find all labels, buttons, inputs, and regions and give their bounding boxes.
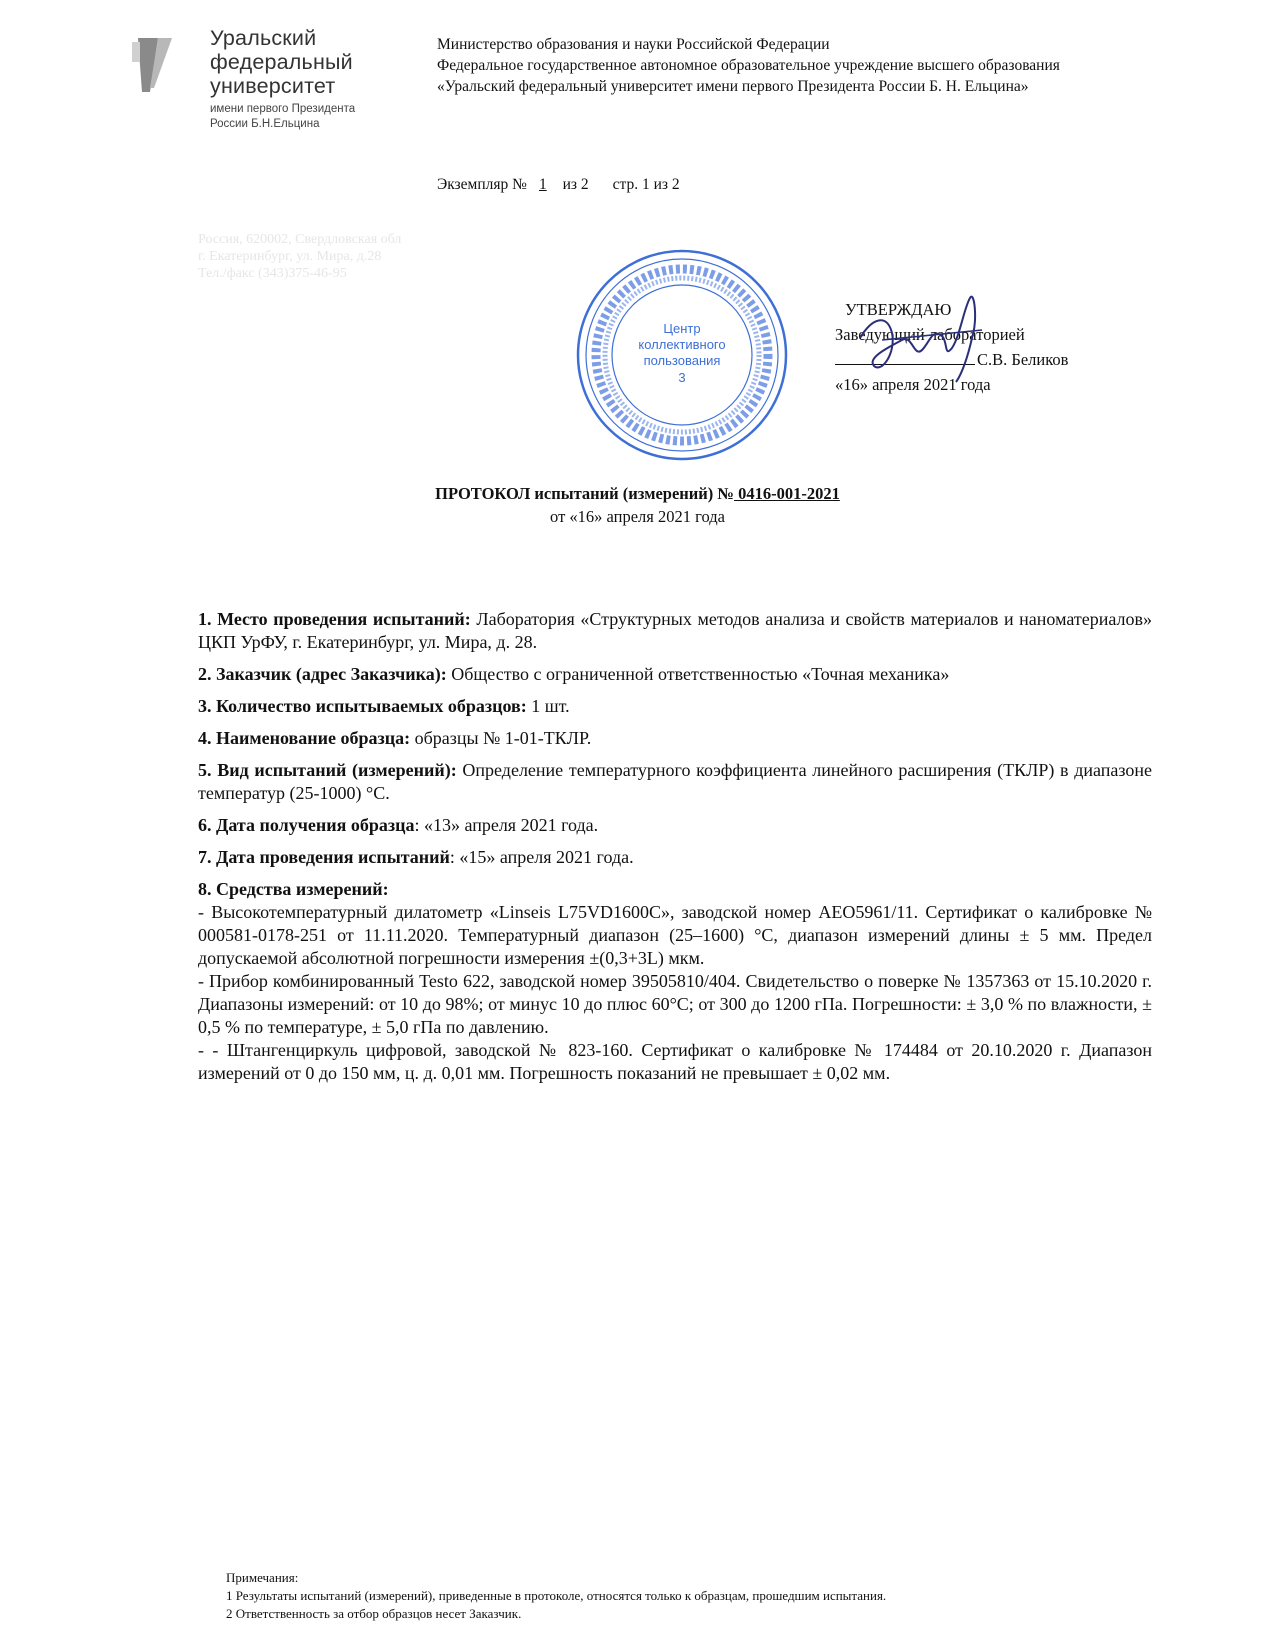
section-8-item-1: - Высокотемпературный дилатометр «Linseis L75VD1600C», заводской номер AEO5961/11. Сертификат о калибровке № 000581-0178-251 от 11.11.2020. Температурный диапазон (25–1600) °С, диапазон измерений длины ± 5 мм. Предел допускаемой абсолютной погрешности измерения ±(0,3+3L) мкм. (198, 902, 1152, 968)
section-2 (198, 663, 1152, 686)
section-8-label (198, 878, 1152, 901)
section-1-text: Лаборатория «Структурных методов анализа и свойств материалов и наноматериалов» ЦКП УрФУ, г. Екатеринбург, ул. Мира, д. 28. (198, 609, 1152, 652)
ministry-name: Министерство образования и науки Российской Федерации (437, 36, 830, 53)
logo-line-1: Уральский (210, 26, 317, 50)
faint-address-3: Тел./факс (343)375-46-95 (198, 266, 347, 281)
organization-header (437, 34, 1137, 97)
copy-of-total: из 2 (562, 176, 589, 193)
handwritten-signature-icon (852, 278, 992, 398)
note-1: 1 Результаты испытаний (измерений), приведенные в протоколе, относятся только к образцам, прошедшим испытания. (226, 1588, 887, 1603)
logo-sub-1: имени первого Президента (210, 103, 356, 115)
section-7-text: : «15» апреля 2021 года. (449, 847, 634, 867)
notes-block (226, 1569, 886, 1623)
section-1 (198, 608, 1152, 654)
section-8-label-text: 8. Средства измерений: (198, 879, 389, 899)
section-4-label: 4. Наименование образца: (198, 728, 411, 748)
section-3-text: 1 шт. (526, 696, 570, 716)
official-stamp-icon (572, 245, 792, 465)
protocol-title (0, 482, 1275, 505)
section-6-label: 6. Дата получения образца (198, 815, 415, 835)
stamp-center-2: коллективного (638, 337, 726, 352)
section-5 (198, 759, 1152, 805)
copy-prefix: Экземпляр № (437, 176, 527, 193)
section-2-text: Общество с ограниченной ответственностью «Точная механика» (446, 664, 950, 684)
copy-number: 1 (538, 176, 547, 193)
section-7 (198, 846, 1152, 869)
page-info: стр. 1 из 2 (612, 176, 680, 193)
approval-label: УТВЕРЖДАЮ (845, 300, 952, 319)
logo-line-2: федеральный (210, 50, 353, 74)
approval-position: Заведующий лабораторией (835, 325, 1025, 344)
logo-line-3: университет (210, 74, 336, 98)
approval-date: «16» апреля 2021 года (835, 375, 991, 394)
faint-address-2: г. Екатеринбург, ул. Мира, д.28 (198, 249, 382, 264)
protocol-title-prefix: ПРОТОКОЛ испытаний (измерений) № (435, 484, 734, 503)
protocol-title-block (0, 482, 1275, 528)
section-1-label: 1. Место проведения испытаний: (198, 609, 471, 629)
section-7-label: 7. Дата проведения испытаний (198, 847, 450, 867)
section-5-text: Определение температурного коэффициента линейного расширения (ТКЛР) в диапазоне температур (25-1000) °С. (198, 760, 1153, 803)
copy-info (437, 176, 680, 194)
approval-name: С.В. Беликов (977, 350, 1069, 369)
section-8-item-2: - Прибор комбинированный Testo 622, заводской номер 39505810/404. Свидетельство о поверке № 1357363 от 15.10.2020 г. Диапазоны измерений: от 10 до 98%; от минус 10 до плюс 60°С; от 300 до 1200 гПа. Погрешности: ± 3,0 % по влажности, ± 0,5 % по температуре, ± 5,0 гПа по давлению. (198, 971, 1152, 1037)
note-2: 2 Ответственность за отбор образцов несет Заказчик. (226, 1606, 522, 1621)
section-6-text: : «13» апреля 2021 года. (414, 815, 599, 835)
section-4-text: образцы № 1-01-ТКЛР. (410, 728, 592, 748)
faint-address-block (198, 231, 401, 282)
stamp-center-3: пользования (643, 353, 721, 368)
protocol-number: 0416-001-2021 (734, 484, 840, 503)
stamp-center-4: 3 (678, 370, 686, 385)
logo-subtitle (210, 102, 355, 132)
section-5-label: 5. Вид испытаний (измерений): (198, 760, 457, 780)
protocol-date: от «16» апреля 2021 года (550, 507, 725, 526)
section-2-label: 2. Заказчик (адрес Заказчика): (198, 664, 447, 684)
university-logo-mark-icon (128, 32, 190, 98)
stamp-center-1: Центр (663, 321, 701, 336)
faint-address-1: Россия, 620002, Свердловская обл (198, 232, 402, 247)
section-3 (198, 695, 1152, 718)
notes-heading: Примечания: (226, 1570, 299, 1585)
institution-name: Федеральное государственное автономное образовательное учреждение высшего образования (437, 57, 1060, 74)
university-logo (210, 26, 355, 132)
logo-sub-2: России Б.Н.Ельцина (210, 118, 320, 130)
section-4 (198, 727, 1152, 750)
protocol-body (198, 608, 1152, 1085)
section-8-item-3: - - Штангенциркуль цифровой, заводской № 823-160. Сертификат о калибровке № 174484 от 20.10.2020 г. Диапазон измерений от 0 до 150 мм, ц. д. 0,01 мм. Погрешность показаний не превышает ± 0,02 мм. (198, 1040, 1152, 1083)
section-6 (198, 814, 1152, 837)
section-3-label: 3. Количество испытываемых образцов: (198, 696, 527, 716)
university-name: «Уральский федеральный университет имени первого Президента России Б. Н. Ельцина» (437, 78, 1029, 95)
